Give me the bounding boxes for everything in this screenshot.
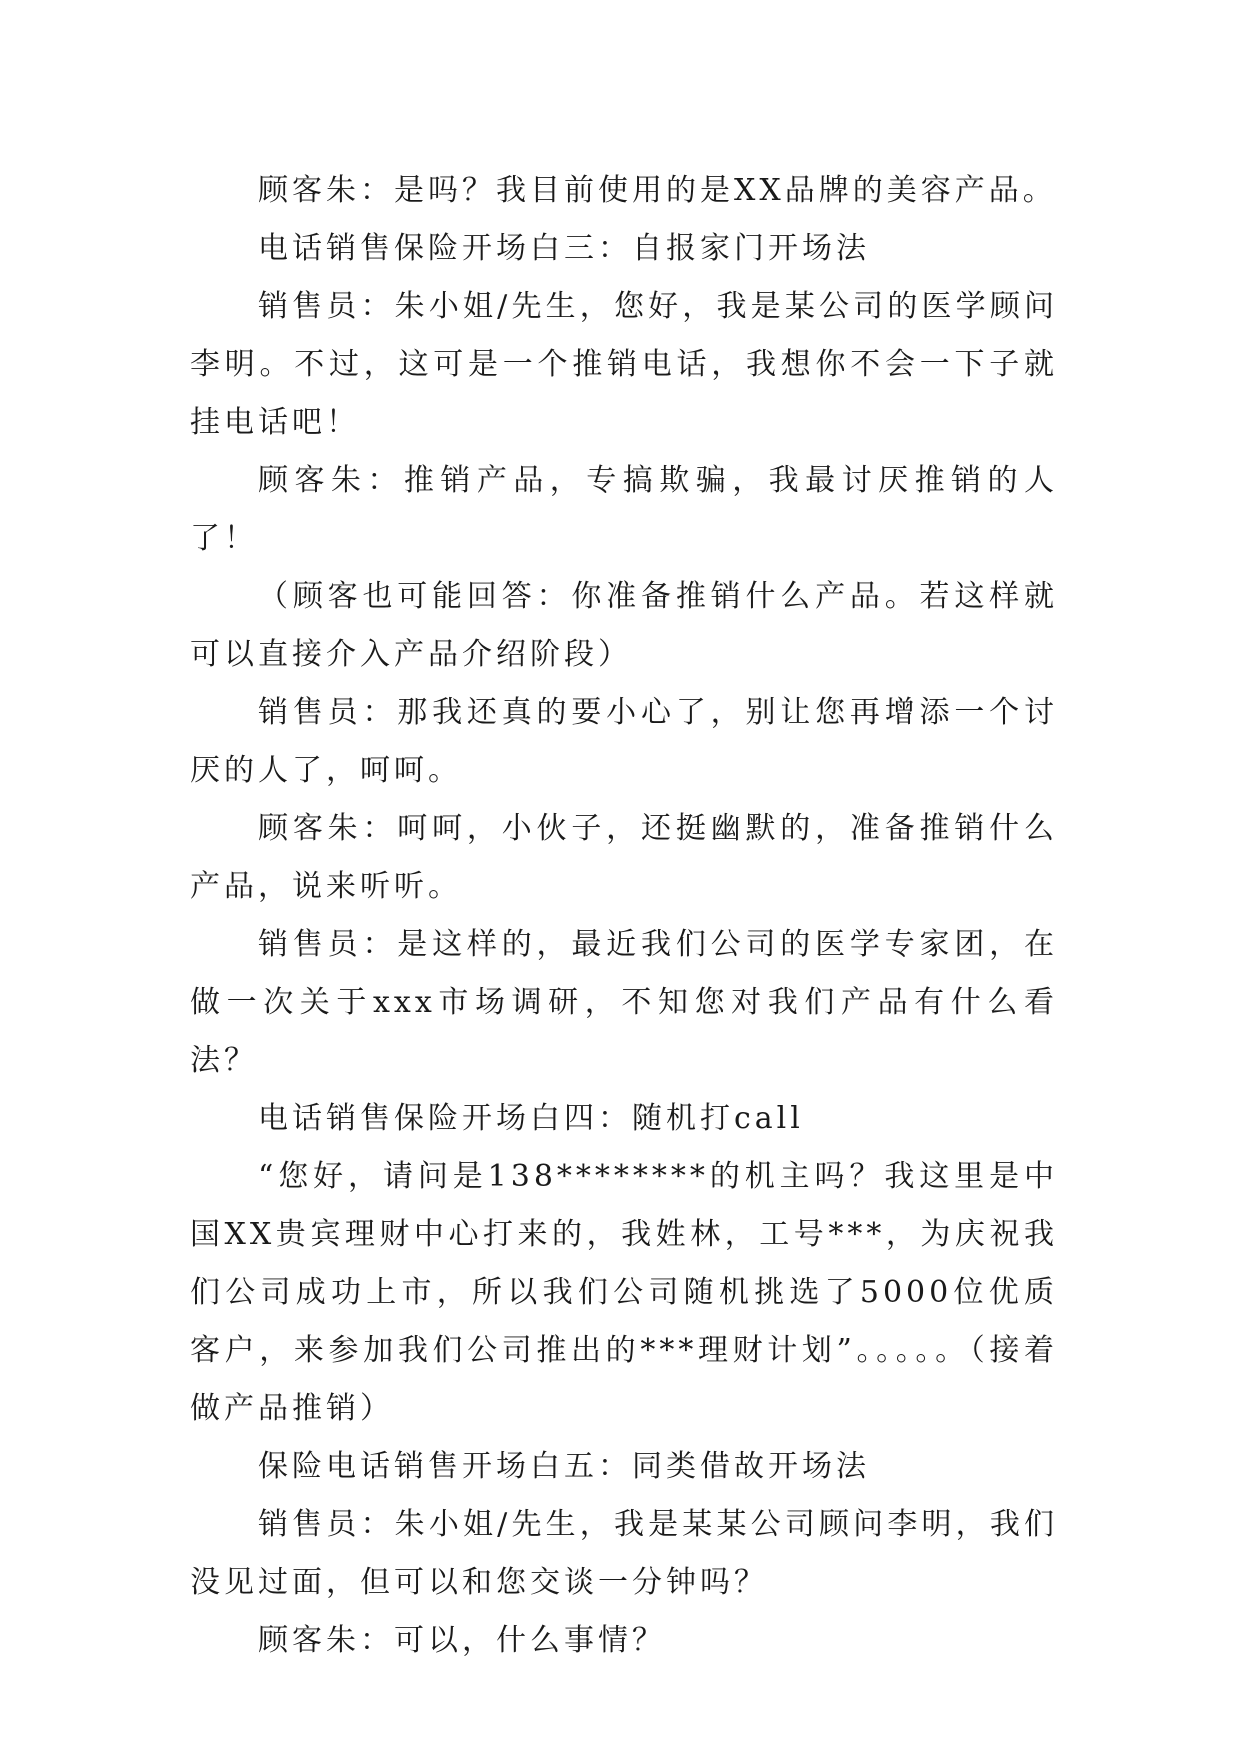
paragraph: 销售员：朱小姐/先生，我是某某公司顾问李明，我们没见过面，但可以和您交谈一分钟吗？ bbox=[190, 1507, 1058, 1600]
document-body bbox=[190, 162, 1058, 1670]
paragraph: 顾客朱：可以，什么事情？ bbox=[258, 1623, 666, 1658]
section-heading: 保险电话销售开场白五：同类借故开场法 bbox=[258, 1449, 870, 1484]
paragraph: 顾客朱：是吗？我目前使用的是XX品牌的美容产品。 bbox=[258, 173, 1057, 208]
paragraph: 销售员：朱小姐/先生，您好，我是某公司的医学顾问李明。不过，这可是一个推销电话，我想你不会一下子就挂电话吧！ bbox=[190, 289, 1058, 440]
paragraph: 销售员：那我还真的要小心了，别让您再增添一个讨厌的人了，呵呵。 bbox=[190, 695, 1058, 788]
paragraph: “您好，请问是138********的机主吗？我这里是中国XX贵宾理财中心打来的，我姓林，工号***，为庆祝我们公司成功上市，所以我们公司随机挑选了5000位优质客户，来参加我们公司推出的***理财计划”。。。。。（接着做产品推销） bbox=[190, 1159, 1058, 1426]
paragraph: 顾客朱：推销产品，专搞欺骗，我最讨厌推销的人了！ bbox=[190, 463, 1058, 556]
section-heading: 电话销售保险开场白三：自报家门开场法 bbox=[258, 231, 870, 266]
paragraph: 顾客朱：呵呵，小伙子，还挺幽默的，准备推销什么产品，说来听听。 bbox=[190, 811, 1058, 904]
paragraph: 销售员：是这样的，最近我们公司的医学专家团，在做一次关于xxx市场调研，不知您对我们产品有什么看法？ bbox=[190, 927, 1058, 1078]
section-heading: 电话销售保险开场白四：随机打call bbox=[258, 1101, 804, 1136]
paragraph: （顾客也可能回答：你准备推销什么产品。若这样就可以直接介入产品介绍阶段） bbox=[190, 579, 1058, 672]
